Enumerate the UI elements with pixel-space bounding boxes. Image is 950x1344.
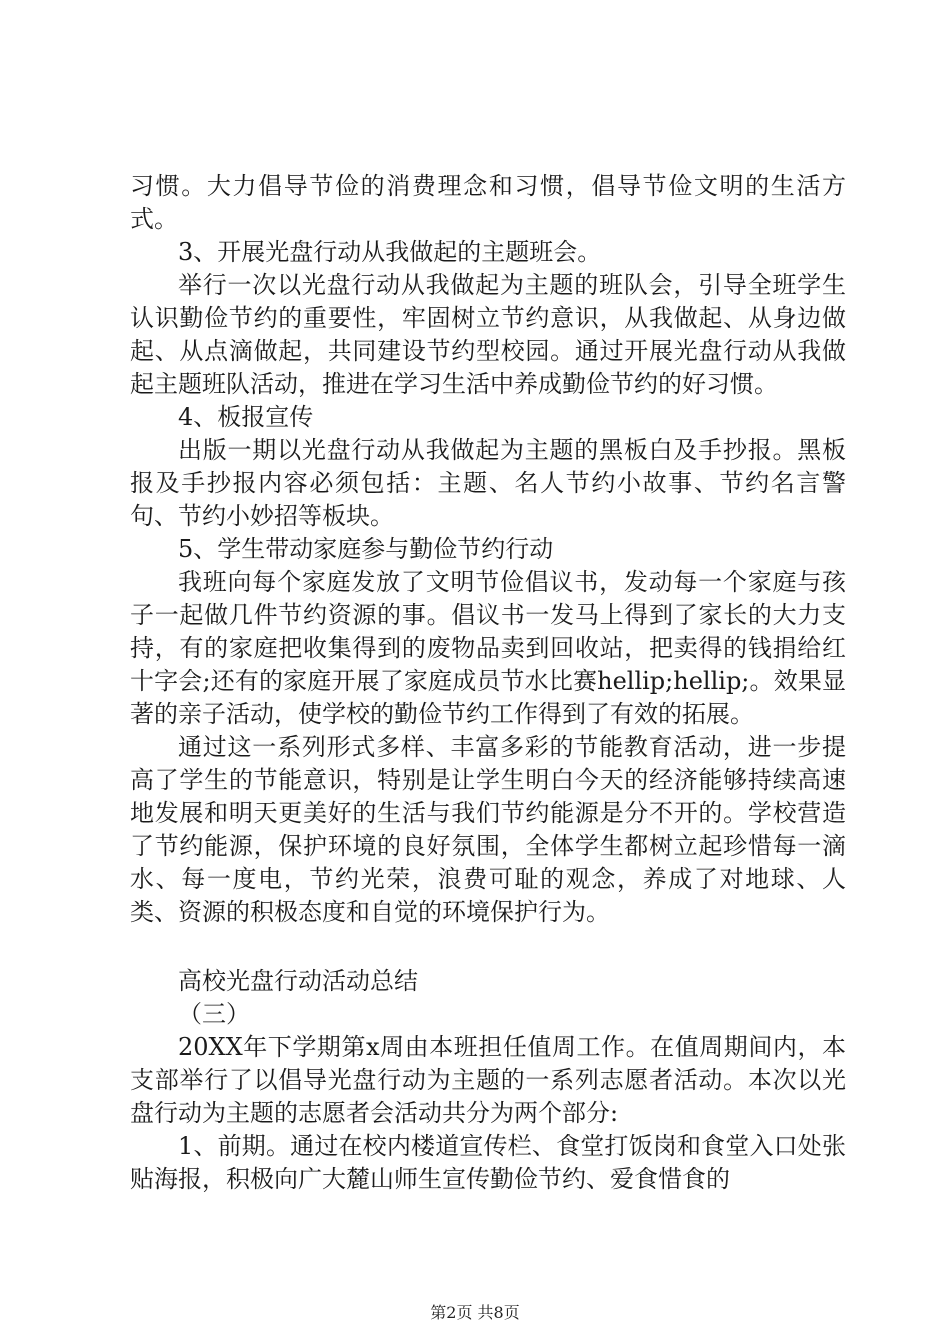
section-number: （三） [178, 1000, 250, 1028]
paragraph: 1、前期。通过在校内楼道宣传栏、食堂打饭岗和食堂入口处张贴海报，积极向广大麓山师生宣传勤俭节约、爱食惜食的 [130, 1132, 846, 1193]
document-body [130, 170, 846, 1196]
section-heading: 4、板报宣传 [178, 403, 314, 431]
section-heading: 5、学生带动家庭参与勤俭节约行动 [178, 535, 554, 563]
paragraph: 我班向每个家庭发放了文明节俭倡议书，发动每一个家庭与孩子一起做几件节约资源的事。倡议书一发马上得到了家长的大力支持，有的家庭把收集得到的废物品卖到回收站，把卖得的钱捐给红十字会;还有的家庭开展了家庭成员节水比赛hellip;hellip;。效果显著的亲子活动，使学校的勤俭节约工作得到了有效的拓展。 [130, 568, 846, 728]
document-title: 高校光盘行动活动总结 [178, 967, 418, 995]
paragraph: 出版一期以光盘行动从我做起为主题的黑板白及手抄报。黑板报及手抄报内容必须包括：主题、名人节约小故事、节约名言警句、节约小妙招等板块。 [130, 436, 846, 530]
paragraph: 通过这一系列形式多样、丰富多彩的节能教育活动，进一步提高了学生的节能意识，特别是让学生明白今天的经济能够持续高速地发展和明天更美好的生活与我们节约能源是分不开的。学校营造了节约能源，保护环境的良好氛围，全体学生都树立起珍惜每一滴水、每一度电，节约光荣，浪费可耻的观念，养成了对地球、人类、资源的积极态度和自觉的环境保护行为。 [130, 733, 846, 926]
paragraph: 举行一次以光盘行动从我做起为主题的班队会，引导全班学生认识勤俭节约的重要性，牢固树立节约意识，从我做起、从身边做起、从点滴做起，共同建设节约型校园。通过开展光盘行动从我做起主题班队活动，推进在学习生活中养成勤俭节约的好习惯。 [130, 271, 846, 398]
section-heading: 3、开展光盘行动从我做起的主题班会。 [178, 238, 602, 266]
page-footer: 第2页 共8页 [430, 1303, 520, 1322]
paragraph: 习惯。大力倡导节俭的消费理念和习惯，倡导节俭文明的生活方式。 [130, 172, 846, 233]
paragraph: 20XX年下学期第x周由本班担任值周工作。在值周期间内，本支部举行了以倡导光盘行动为主题的一系列志愿者活动。本次以光盘行动为主题的志愿者会活动共分为两个部分: [130, 1033, 846, 1127]
